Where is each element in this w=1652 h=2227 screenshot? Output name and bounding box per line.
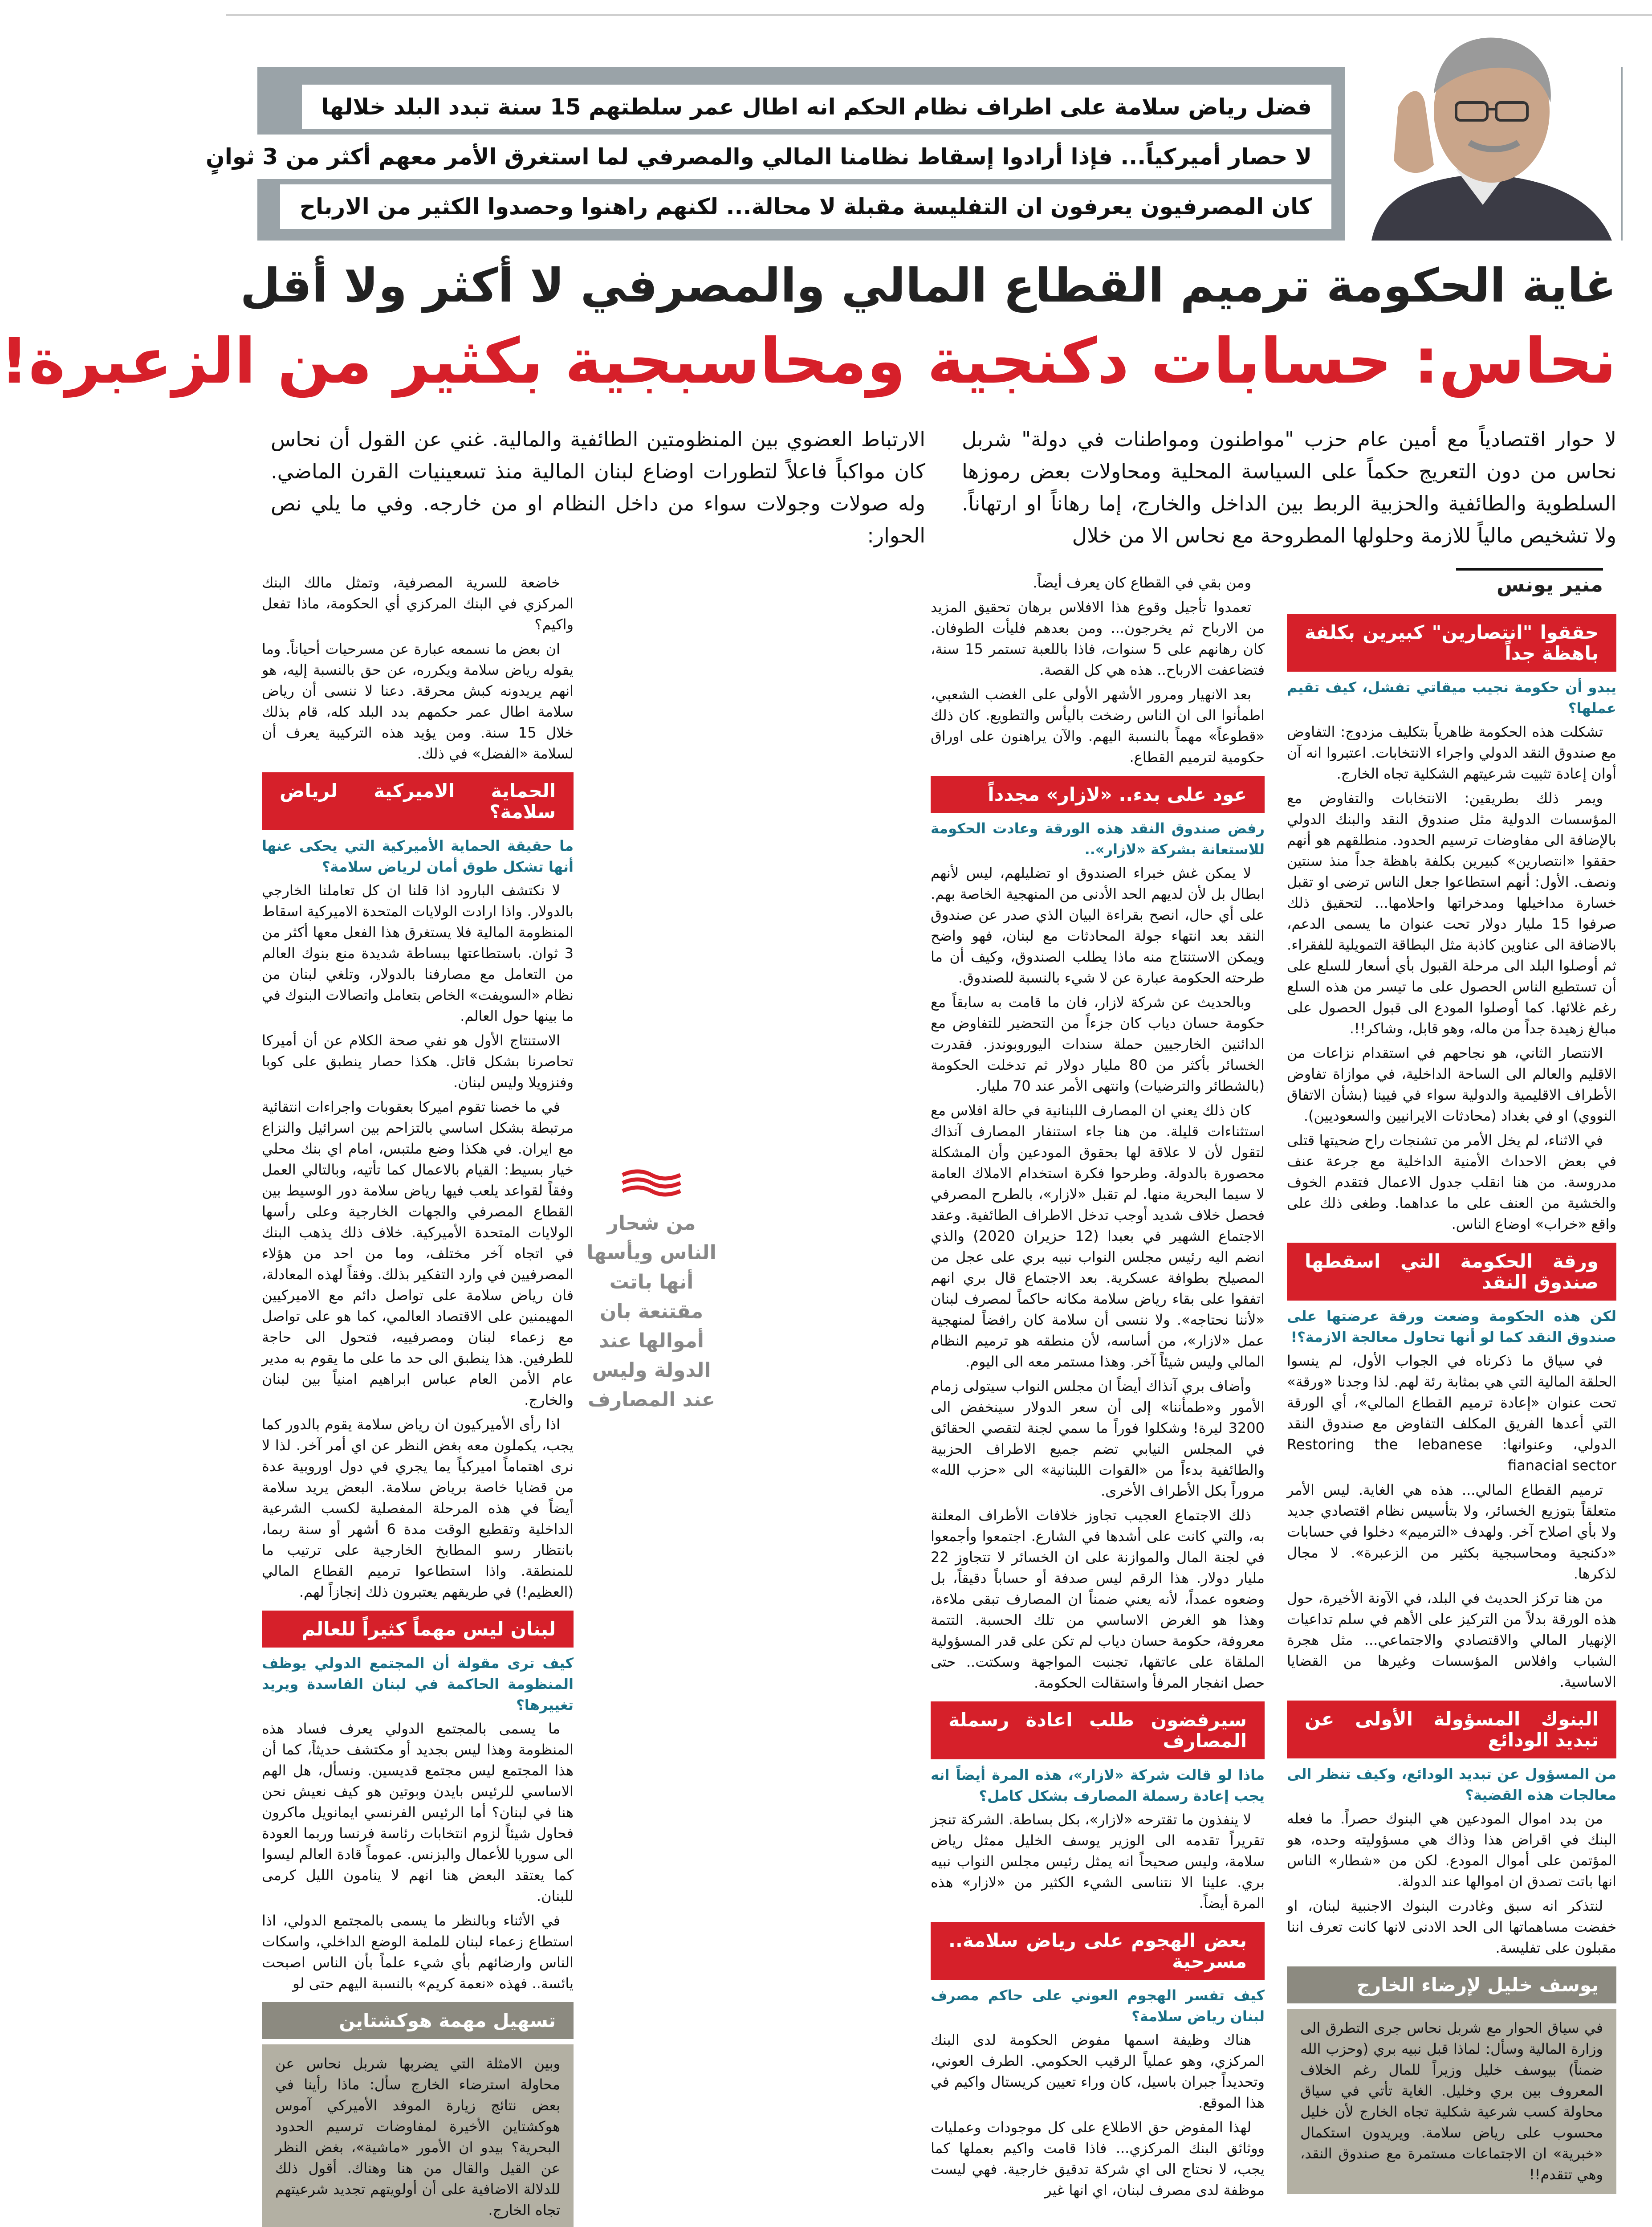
portrait-photo (1345, 18, 1621, 241)
paragraph: لا ينفذون ما تقترحه «لازار»، بكل بساطة. الشركة تنجز تقريراً تقدمه الى الوزير يوسف الخليل ممثل رياض سلامة، وليس صحيحاً انه يمثل رئيس مجلس النواب نبيه بري. علينا الا نتناسى الشيء الكثير من «لازار» هذه المرة أيضاً. (931, 1811, 1265, 1912)
paragraph: اذا رأى الأميركيون ان رياض سلامة يقوم بالدور كما يجب، يكملون معه بغض النظر عن اي أمر آخر. لذا لا نرى اهتماماً اميركياً يما يجري في دول اوروبية عدة من قضايا خاصة برياض سلامة. البعض يريد سلامة أيضاً في هذه المرحلة المفصلية لكسب الشرعية الداخلية وتقطيع الوقت مدة 6 أشهر أو سنة ربما، بانتظار رسو المطابخ الخارجية على ترتيب ما للمنطقة. واذا استطاعوا ترميم القطاع المالي (العظيم!) في طريقهم يعتبرون ذلك إنجازاً لهم. (262, 1416, 574, 1600)
paragraph: الانتصار الثاني، هو نجاحهم في استقدام نزاعات من الاقليم والعالم الى الساحة الداخلية، في موازاة تفاوض الأطراف الاقليمية والدولية سواء في فيينا (بشأن الاتفاق النووي) او في بغداد (محادثات الايرانيين والسعوديين). (1287, 1044, 1616, 1124)
paragraph: لا نكتشف البارود اذا قلنا ان كل تعاملنا الخارجي بالدولار. واذا ارادت الولايات المتحدة الاميركية اسقاط المنظومة المالية فلا يستغرق هذا الفعل معها أكثر من 3 ثوان. باستطاعتها ببساطة شديدة منع بنوك العالم من التعامل مع مصارفنا بالدولار، وتلغي لبنان من نظام «السويفت» الخاص بتعامل واتصالات البنوك في ما بينها حول العالم. (262, 882, 574, 1024)
question: رفض صندوق النقد هذه الورقة وعادت الحكومة للاستعانة بشركة «لازار».. (931, 820, 1265, 858)
paragraph: في ما خصنا تقوم اميركا بعقوبات واجراءات انتقائية مرتبطة بشكل اساسي بالتزاحم بين اسرائيل والنزاع مع ايران. في هكذا وضع ملتبس، امام اي بنك محلي خيار بسيط: القيام بالاعمال كما تأتيه، وبالتالي العمل وفقاً لقواعد يلعب فيها رياض سلامة دور الوسيط بين القطاع المصرفي والجهات الخارجية وعلى رأسها الولايات المتحدة الأميركية. خلاف ذلك يذهب البنك في اتجاه آخر مختلف، وما من احد من هؤلاء المصرفيين في وارد التفكير بذلك. وفقاً لهذه المعادلة، فان رياض سلامة على تواصل دائم مع الاميركيين المهيمنين على الاقتصاد العالمي، كما هو على تواصل مع زعماء لبنان ومصرفييه، فتحول الى حاجة للطرفين. هذا ينطبق الى حد ما على ما يقوم به مدير عام الأمن العام عباس ابراهيم امنياً بين لبنان والخارج. (262, 1098, 574, 1408)
paragraph: لهذا المفوض حق الاطلاع على كل موجودات وعمليات ووثائق البنك المركزي... فاذا قامت واكيم بعملها كما يجب، لا نحتاج الى اي شركة تدقيق خارجية. فهي ليست موظفة لدى مصرف لبنان، اي انها غير (931, 2119, 1265, 2198)
question: كيف تفسر الهجوم العوني على حاكم مصرف لبنان رياض سلامة؟ (931, 1987, 1265, 2025)
paragraph: لا يمكن غش خبراء الصندوق او تضليلهم، ليس لأنهم ابطال بل لأن لديهم الحد الأدنى من المنهجية الخاصة بهم. على أي حال، انصح بقراءة البيان الذي صدر عن صندوق النقد بعد انتهاء جولة المحادثات مع لبنان، فهو واضح ويمكن الاستنتاج منه ماذا يطلب الصندوق، وكيف أن ما طرحته الحكومة عبارة عن لا شيء بالنسبة للصندوق. (931, 865, 1265, 986)
wave-icon (620, 1167, 683, 1198)
column-left (261, 572, 574, 2219)
paragraph: خاضعة للسرية المصرفية، وتمثل مالك البنك المركزي في البنك المركزي أي الحكومة، ماذا تفعل واكيم؟ (262, 574, 574, 633)
paragraph: من بدد اموال المودعين هي البنوك حصراً. ما فعله البنك في اقراض هذا وذاك هي مسؤوليته وحده، هو المؤتمن على أموال المودع. لكن من «شطار» الناس انها باتت تصدق ان اموالها عند الدولة. (1287, 1810, 1616, 1890)
paragraph: ترميم القطاع المالي... هذه هي الغاية. ليس الأمر متعلقاً بتوزيع الخسائر، ولا بتأسيس نظام اقتصادي جديد ولا بأي اصلاح آخر. ولهدف «الترميم» دخلوا في حسابات «دكنجية ومحاسبجية بكثير من الزعبرة». لا مجال لذكرها. (1287, 1481, 1616, 1582)
intro-right: لا حوار اقتصادياً مع أمين عام حزب "مواطنون ومواطنات في دولة" شربل نحاس من دون التعريج حكماً على السياسة المحلية ومحاولات بعض رموزها السلطوية والطائفية والحزبية الربط بين الداخل والخارج، إما رهاناً او ارتهاناً. ولا تشخيص مالياً للازمة وحلولها المطروحة مع نحاس الا من خلال (962, 427, 1616, 547)
question: لكن هذه الحكومة وضعت ورقة عرضتها على صندوق النقد كما لو أنها تحاول معالجة الازمة؟! (1287, 1308, 1616, 1346)
paragraph: تعمدوا تأجيل وقوع هذا الافلاس برهان تحقيق المزيد من الارباح ثم يخرجون... ومن بعدهم فليأت الطوفان. كان رهانهم على 5 سنوات، فاذا باللعبة تستمر 15 سنة، فتضاعفت الارباح.. هذه هي كل القصة. (931, 599, 1265, 678)
header-quote-2: لا حصار أميركياً... فإذا أرادوا إسقاط نظامنا المالي والمصرفي لما استغرق الأمر معهم أكثر من 3 ثوانٍ (186, 135, 1331, 179)
paragraph: من هنا تركز الحديث في البلد، في الآونة الأخيرة، حول هذه الورقة بدلاً من التركيز على الأهم في سلم تداعيات الإنهيار المالي والاقتصادي والاجتماعي... مثل هجرة الشباب وافلاس المؤسسات وغيرها من القضايا الاساسية. (1287, 1590, 1616, 1690)
paragraph: هناك وظيفة اسمها مفوض الحكومة لدى البنك المركزي، وهو عملياً الرقيب الحكومي. الطرف العوني، وتحديداً جبران باسيل، كان وراء تعيين كريستال واكيم في هذا الموقع. (931, 2031, 1265, 2111)
header-quote-1: فضل رياض سلامة على اطراف نظام الحكم انه اطال عمر سلطتهم 15 سنة تبدد البلد خلالها (302, 85, 1331, 129)
question: ماذا لو قالت شركة «لازار»، هذه المرة أيضاً انه يجب إعادة رسملة المصارف بشكل كامل؟ (931, 1766, 1265, 1804)
question: يبدو أن حكومة نجيب ميقاتي تفشل، كيف تقيم عملها؟ (1287, 679, 1616, 717)
section-heading: البنوك المسؤولة الأولى عن تبديد الودائع (1287, 1701, 1616, 1758)
section-heading: حققوا "انتصارين" كبيرين بكلفة باهظة جداً (1287, 614, 1616, 672)
paragraph: ذلك الاجتماع العجيب تجاوز خلافات الأطراف المعلنة به، والتي كانت على أشدها في الشارع. اجتمعوا وأجمعوا في لجنة المال والموازنة على ان الخسائر لا تتجاوز 22 مليار دولار. هذا الرقم ليس صدفة أو حساباً دقيقاً، بل وضعوه عمداً، لأنه يعني ضمناً ان المصارف تبقى ملاءة، وهذا هو الغرض الاساسي من تلك الحسبة. التتمة معروفة، حكومة حسان دياب لم تكن على قدر المسؤولية الملقاة على عاتقها، تجنبت المواجهة وسكتت.. حتى حصل انفجار المرفأ واستقالت الحكومة. (931, 1507, 1265, 1691)
paragraph: وأضاف بري آنذاك أيضاً ان مجلس النواب سيتولى زمام الأمور و«طمأننا» إلى أن سعر الدولار سينخفض الى 3200 ليرة! وشكلوا فوراً ما سمي لجنة لتقصي الحقائق في المجلس النيابي تضم جميع الاطراف الحزبية والطائفية بدءاً من «القوات اللبنانية» الى «حزب الله» مروراً بكل الأطراف الأخرى. (931, 1378, 1265, 1499)
column-right (1287, 606, 1617, 2183)
subtitle-headline: غاية الحكومة ترميم القطاع المالي والمصرفي لا أكثر ولا أقل (240, 258, 1616, 313)
paragraph: تشكلت هذه الحكومة ظاهرياً بتكليف مزدوج: التفاوض مع صندوق النقد الدولي واجراء الانتخابات. اعتبروا انه آن أوان إعادة تثبيت شرعيتهم الشكلية تجاه الخارج. (1287, 723, 1616, 782)
byline: منير يونس (1456, 568, 1603, 596)
section-heading: تسهيل مهمة هوكشتاين (262, 2002, 574, 2039)
paragraph: في الأثناء وبالنظر ما يسمى بالمجتمع الدولي، اذا استطاع زعماء لبنان للملمة الوضع الداخلي، واسكات الناس وارضائهم بأي شيء علماً بأن الناس اصبحت يائسة.. فهذه «نعمة كريم» بالنسبة اليهم حتى لو (262, 1912, 574, 1992)
paragraph: بعد الانهيار ومرور الأشهر الأولى على الغضب الشعبي، اطمأنوا الى ان الناس رضخت باليأس والتطويع. كان ذلك «قطوعاً» مهماً بالنسبة اليهم. والآن يراهنون على اوراق حكومية لترميم القطاع. (931, 686, 1265, 766)
main-headline: نحاس: حسابات دكنجية ومحاسبجية بكثير من الزعبرة! (0, 325, 1616, 398)
question: ما حقيقة الحماية الأميركية التي يحكى عنها أنها تشكل طوق أمان لرياض سلامة؟ (262, 837, 574, 875)
section-heading: الحماية الاميركية لرياض سلامة؟ (262, 772, 574, 830)
pull-quote-text: من شحار الناس ويأسها أنها باتت مقتنعة بان أموالها عند الدولة وليس عند المصارف (586, 1212, 716, 1411)
paragraph: لنتذكر انه سبق وغادرت البنوك الاجنبية لبنان، او خفضت مساهماتها الى الحد الادنى لانها كانت تعرف اننا مقبلون على تفليسة. (1287, 1897, 1616, 1956)
paragraph: الاستنتاج الأول هو نفي صحة الكلام عن أن أميركا تحاصرنا بشكل قاتل. هكذا حصار ينطبق على كوبا وفنزويلا وليس لبنان. (262, 1032, 574, 1091)
paragraph: وبالحديث عن شركة لازار، فان ما قامت به سابقاً مع حكومة حسان دياب كان جزءاً من التحضير للتفاوض مع الدائنين الخارجيين حملة سندات اليوروبوندز. فقدرت الخسائر بأكثر من 80 مليار دولار ثم تدخلت الحكومة (بالشطائر والترضيات) وانتهى الأمر عند 70 مليار. (931, 994, 1265, 1094)
pull-quote (578, 1167, 725, 1411)
header-quote-3: كان المصرفيون يعرفون ان التفليسة مقبلة لا محالة... لكنهم راهنوا وحصدوا الكثير من الارباح (280, 184, 1331, 229)
paragraph: في الاثناء، لم يخل الأمر من تشنجات راح ضحيتها قتلى في بعض الاحداث الأمنية الداخلية مع جرعة عنف مدروسة. من هنا انقلب جدول الاعمال فتقدم الخوف والخشية من العنف على ما عداهما. وطغى ذلك على واقع «خراب» اوضاع الناس. (1287, 1132, 1616, 1232)
paragraph: ان بعض ما نسمعه عبارة عن مسرحيات أحياناً. وما يقوله رياض سلامة ويكرره، عن حق بالنسبة إليه، هو انهم يريدونه كبش محرقة. دعنا لا ننسى أن رياض سلامة اطال عمر حكمهم بدد البلد كله، قام بذلك خلال 15 سنة. ومن يؤيد هذه التركيبة يعرف أن لسلامة «الفضل» في ذلك. (262, 640, 574, 762)
section-heading: سيرفضون طلب اعادة رسملة المصارف (931, 1701, 1265, 1759)
paragraph: ما يسمى بالمجتمع الدولي يعرف فساد هذه المنظومة وهذا ليس بجديد أو مكتشف حديثاً، كما أن هذا المجتمع ليس مجتمع قديسين. ونسأل، هل الهم الاساسي للرئيس بايدن وبوتين هو كيف نعيش نحن هنا في لبنان؟ أما الرئيس الفرنسي ايمانويل ماكرون فحاول شيئاً لزوم انتخابات رئاسة فرنسا وربما العودة الى سوريا للأعمال والبزنس. عموماً قادة العالم ليسوا كما يعتقد البعض هنا انهم لا ينامون الليل كرمى للبنان. (261, 1720, 574, 1905)
question: من المسؤول عن تبديد الودائع، وكيف تنظر الى معالجات هذه القضية؟ (1287, 1766, 1616, 1803)
section-heading: عود على بدء.. «لازار» مجدداً (931, 776, 1265, 813)
column-middle (931, 572, 1265, 2198)
top-rule (226, 14, 1652, 16)
paragraph: ومن بقي في القطاع كان يعرف أيضاً. (1033, 574, 1251, 591)
sidebar-box: وبين الامثلة التي يضربها شربل نحاس عن محاولة استرضاء الخارج سأل: ماذا رأينا في بعض نتائج زيارة الموفد الأميركي آموس هوكشتاين الأخيرة لمفاوضات ترسيم الحدود البحرية؟ بيدو ان الأمور «ماشية»، بغض النظر عن القيل والقال من هنا وهناك. أقول ذلك للدلالة الاضافية على أن أولويتهم تجديد شرعيتهم تجاه الخارج. (262, 2044, 574, 2227)
paragraph: كان ذلك يعني ان المصارف اللبنانية في حالة افلاس مع استثناءات قليلة. من هنا جاء استنفار المصارف آنذاك لتقول لأن لا علاقة لها بحقوق المودعين وأن المشكلة محصورة بالدولة. وطرحوا فكرة استخدام الاملاك العامة لا سيما البحرية منها. لم تقبل «لازار»، بالطرح المصرفي فحصل خلاف شديد أوجب تدخل الاطراف الطائفية. وعقد الاجتماع الشهير في بعبدا (12 حزيران 2020) والذي انضم اليه رئيس مجلس النواب نبيه بري على عجل من المصيلح بطوافة عسكرية. بعد الاجتماع قال بري انهم اتفقوا على بقاء رياض سلامة مكانه حاكماً لمصرف لبنان «لأننا نحتاجه». ولا ننسى أن سلامة كان رافضاً لمنهجية عمل «لازار»، من أساسه، لأن منطقه هو ترميم النظام المالي وليس شيئاً آخر. وهذا مستمر معه الى اليوم. (931, 1102, 1265, 1370)
sidebar-box: في سياق الحوار مع شربل نحاس جرى التطرق الى وزارة المالية وسأل: لماذا قبل نبيه بري (وحزب الله ضمناً) بيوسف خليل وزيراً للمال رغم الخلاف المعروف بين بري وخليل. الغاية تأتي في سياق محاولة كسب شرعية شكلية تجاه الخارج لأن خليل محسوب على رياض سلامة. ويريدون استكمال «خبرية» ان الاجتماعات مستمرة مع صندوق النقد، وهي تتقدم!! (1287, 2009, 1616, 2194)
section-heading: يوسف خليل لإرضاء الخارج (1287, 1966, 1616, 2003)
paragraph: في سياق ما ذكرناه في الجواب الأول، لم ينسوا الحلقة المالية التي هي بمثابة رئة لهم. لذا وجدنا «ورقة» تحت عنوان «إعادة ترميم القطاع المالي»، أي الورقة التي أعدها الفريق المكلف التفاوض مع صندوق النقد الدولي، وعنوانها: Restoring the lebanese fianacial sector (1287, 1352, 1616, 1474)
paragraph: ويمر ذلك بطريقين: الانتخابات والتفاوض مع المؤسسات الدولية مثل صندوق النقد والبنك الدولي بالإضافة الى مفاوضات ترسيم الحدود. منطلقهم هو أنهم حققوا «انتصارين» كبيرين بكلفة باهظة جداً منذ سنتين ونصف. الأول: أنهم استطاعوا جعل الناس ترضى او تقبل خسارة مداخيلها ومدخراتها واحلامها... لتحقيق ذلك صرفوا 15 مليار دولار تحت عنوان ما يسمى الدعم، بالاضافة الى عناوين كاذبة مثل البطاقة التمويلية للفقراء. ثم أوصلوا البلد الى مرحلة القبول بأي أسعار للسلع على أن تستطيع الناس الحصول على ما تيسر من هذه السلع رغم غلائها. كما أوصلوا المودع الى قبول الحصول على مبالغ زهيدة جداً من ماله، وهو قابل، وشاكر!!. (1287, 790, 1617, 1037)
intro-left: الارتباط العضوي بين المنظومتين الطائفية والمالية. غني عن القول أن نحاس كان مواكباً فاعلاً لتطورات اوضاع لبنان المالية منذ تسعينيات القرن الماضي. وله صولات وجولات سواء من داخل النظام او من خارجه. وفي ما يلي نص الحوار: (271, 427, 925, 547)
section-heading: ورقة الحكومة التي اسقطها صندوق النقد (1287, 1243, 1616, 1301)
question: كيف ترى مقولة أن المجتمع الدولي يوظف المنظومة الحاكمة في لبنان الفاسدة ويريد تغييرها؟ (262, 1655, 574, 1713)
section-heading: لبنان ليس مهماً كثيراً للعالم (262, 1611, 574, 1648)
section-heading: بعض الهجوم على رياض سلامة.. مسرحية (931, 1922, 1265, 1980)
